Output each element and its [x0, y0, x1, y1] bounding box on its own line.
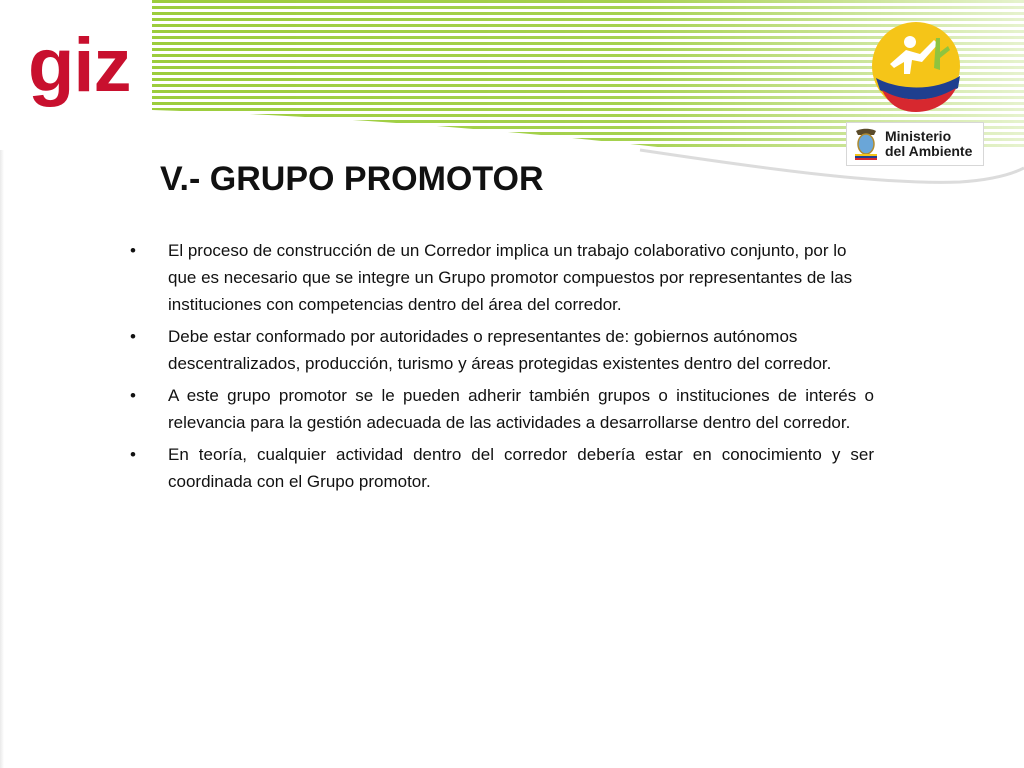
bullet-text: A este grupo promotor se le pueden adherir también grupos o instituciones de interés o relevancia para la gestión adecuada de las actividades a desarrollarse dentro del corredor.	[168, 386, 874, 432]
giz-logo: giz	[28, 23, 131, 108]
left-edge-shadow	[0, 150, 4, 768]
bullet-marker: •	[130, 327, 136, 346]
bullet-text: Debe estar conformado por autoridades o representantes de: gobiernos autónomos descentralizados, producción, turismo y áreas protegidas existentes dentro del corredor.	[168, 327, 832, 373]
bullet-text: En teoría, cualquier actividad dentro del corredor debería estar en conocimiento y ser coordinada con el Grupo promotor.	[168, 445, 874, 491]
bullet-marker: •	[130, 445, 136, 464]
bullet-item	[130, 382, 874, 436]
bullet-list	[130, 237, 874, 500]
ministerio-emblem-icon	[868, 18, 964, 114]
bullet-item	[130, 441, 874, 495]
ecuador-coat-of-arms-icon	[853, 127, 879, 161]
slide-title: V.- GRUPO PROMOTOR	[160, 160, 544, 198]
bullet-item	[130, 237, 874, 318]
bullet-marker: •	[130, 241, 136, 260]
ministerio-line-2: del Ambiente	[885, 143, 973, 159]
bullet-item	[130, 323, 874, 377]
bullet-marker: •	[130, 386, 136, 405]
bullet-text: El proceso de construcción de un Corredor implica un trabajo colaborativo conjunto, por lo que es necesario que se integre un Grupo promotor compuestos por representantes de las instituciones con competencias dentro del área del corredor.	[168, 241, 853, 314]
ministerio-name	[885, 129, 972, 159]
ministerio-line-1: Ministerio	[885, 128, 952, 144]
ministerio-del-ambiente-logo	[846, 122, 984, 166]
